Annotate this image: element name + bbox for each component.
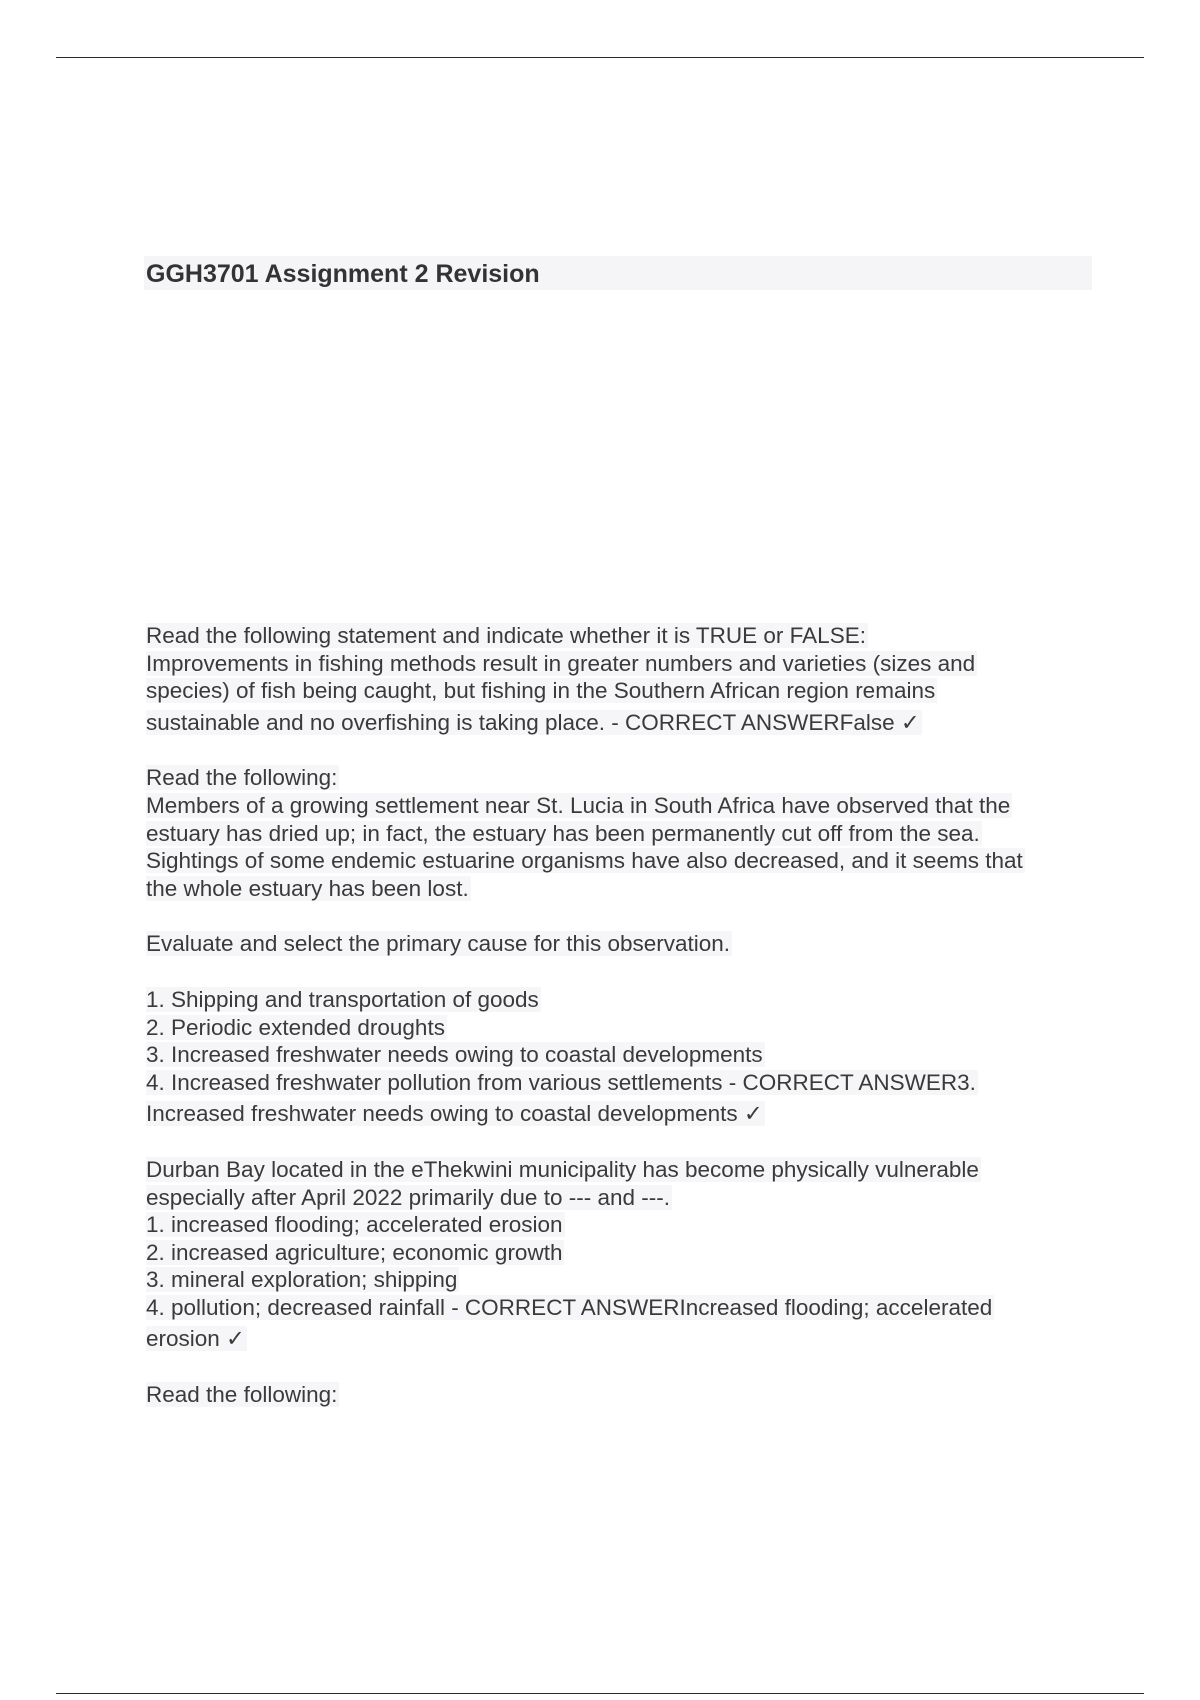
q3-option-1: 1. increased flooding; accelerated erosion: [146, 1212, 563, 1238]
q2-option-1: 1. Shipping and transportation of goods: [146, 986, 539, 1012]
q3-option-3: 3. mineral exploration; shipping: [146, 1267, 458, 1293]
question-2: [146, 764, 1096, 1128]
q2-option-2: 2. Periodic extended droughts: [146, 1014, 445, 1040]
q1-line-3: species) of fish being caught, but fishing in the Southern African region remains: [146, 678, 936, 704]
spacer: [146, 902, 1096, 930]
q2-option-3: 3. Increased freshwater needs owing to coastal developments: [146, 1042, 763, 1068]
q2-line-1: Read the following:: [146, 765, 338, 791]
q2-line-3: estuary has dried up; in fact, the estuary has been permanently cut off from the sea.: [146, 820, 980, 846]
q2-answer-line: Increased freshwater needs owing to coastal developments ✓: [146, 1101, 763, 1127]
q1-answer-line: sustainable and no overfishing is taking place. - CORRECT ANSWERFalse ✓: [146, 709, 920, 735]
q4-line-1: Read the following:: [146, 1382, 338, 1408]
q3-line-2: especially after April 2022 primarily due to --- and ---.: [146, 1184, 670, 1210]
spacer: [146, 1353, 1096, 1381]
top-rule: [56, 57, 1144, 58]
q2-option-4: 4. Increased freshwater pollution from various settlements - CORRECT ANSWER3.: [146, 1069, 976, 1095]
q3-option-4: 4. pollution; decreased rainfall - CORRECT ANSWERIncreased flooding; accelerated: [146, 1294, 993, 1320]
document-body: [146, 622, 1096, 1409]
q2-line-4: Sightings of some endemic estuarine organisms have also decreased, and it seems that: [146, 848, 1023, 874]
q3-line-1: Durban Bay located in the eThekwini municipality has become physically vulnerable: [146, 1156, 979, 1182]
spacer: [146, 1128, 1096, 1156]
document-title: GGH3701 Assignment 2 Revision: [146, 260, 540, 288]
q3-answer-line: erosion ✓: [146, 1326, 245, 1352]
q1-line-1: Read the following statement and indicate whether it is TRUE or FALSE:: [146, 623, 866, 648]
question-1: [146, 622, 1096, 736]
q3-option-2: 2. increased agriculture; economic growth: [146, 1239, 563, 1265]
spacer: [146, 736, 1096, 764]
spacer: [146, 958, 1096, 986]
q2-line-5: the whole estuary has been lost.: [146, 875, 469, 901]
bottom-rule: [56, 1693, 1144, 1694]
question-4: [146, 1381, 1096, 1409]
q2-prompt: Evaluate and select the primary cause for this observation.: [146, 931, 731, 957]
q2-line-2: Members of a growing settlement near St. Lucia in South Africa have observed that the: [146, 792, 1011, 818]
question-3: [146, 1156, 1096, 1353]
q1-line-2: Improvements in fishing methods result in greater numbers and varieties (sizes and: [146, 650, 976, 676]
